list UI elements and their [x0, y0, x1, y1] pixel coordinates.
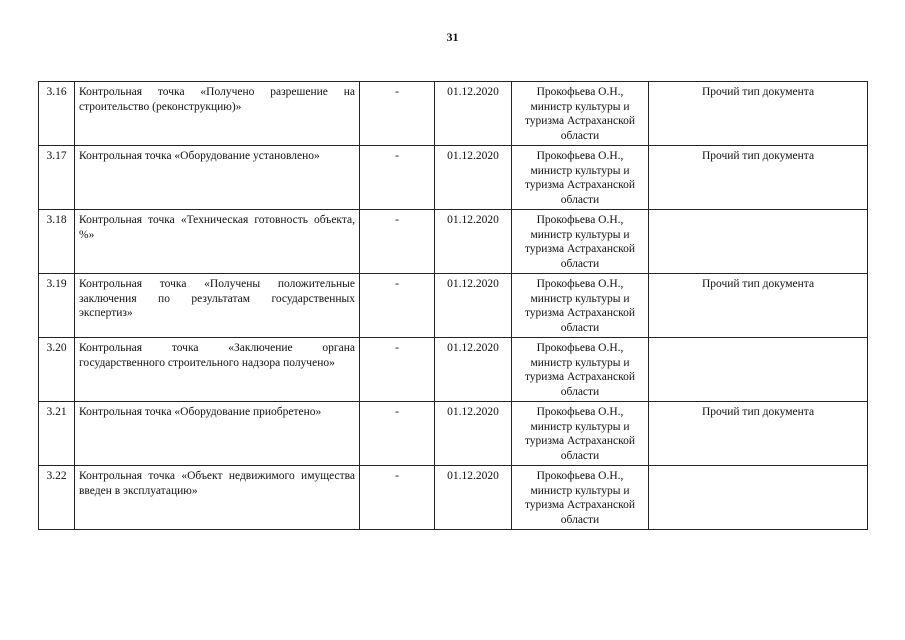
table-row	[39, 82, 868, 146]
row-number: 3.18	[39, 210, 75, 274]
document-type-cell: Прочий тип документа	[649, 146, 868, 210]
date-cell: 01.12.2020	[435, 466, 512, 530]
responsible-cell: Прокофьева О.Н., министр культуры и туризма Астраханской области	[512, 146, 649, 210]
table-row	[39, 402, 868, 466]
responsible-cell: Прокофьева О.Н., министр культуры и туризма Астраханской области	[512, 82, 649, 146]
control-point-description: Контрольная точка «Получено разрешение на строительство (реконструкцию)»	[75, 82, 360, 146]
control-point-description: Контрольная точка «Техническая готовность объекта, %»	[75, 210, 360, 274]
row-number: 3.21	[39, 402, 75, 466]
table-row	[39, 146, 868, 210]
row-number: 3.20	[39, 338, 75, 402]
document-type-cell: Прочий тип документа	[649, 82, 868, 146]
dash-cell: -	[360, 466, 435, 530]
document-type-cell	[649, 466, 868, 530]
control-points-table	[38, 81, 868, 530]
row-number: 3.17	[39, 146, 75, 210]
table-row	[39, 210, 868, 274]
responsible-cell: Прокофьева О.Н., министр культуры и туризма Астраханской области	[512, 338, 649, 402]
date-cell: 01.12.2020	[435, 146, 512, 210]
document-type-cell: Прочий тип документа	[649, 402, 868, 466]
control-point-description: Контрольная точка «Объект недвижимого имущества введен в эксплуатацию»	[75, 466, 360, 530]
responsible-cell: Прокофьева О.Н., министр культуры и туризма Астраханской области	[512, 402, 649, 466]
dash-cell: -	[360, 210, 435, 274]
table-row	[39, 338, 868, 402]
document-type-cell	[649, 210, 868, 274]
responsible-cell: Прокофьева О.Н., министр культуры и туризма Астраханской области	[512, 274, 649, 338]
table-row	[39, 466, 868, 530]
date-cell: 01.12.2020	[435, 402, 512, 466]
date-cell: 01.12.2020	[435, 210, 512, 274]
page-number: 31	[446, 30, 459, 44]
document-type-cell	[649, 338, 868, 402]
dash-cell: -	[360, 274, 435, 338]
control-point-description: Контрольная точка «Оборудование приобретено»	[75, 402, 360, 466]
date-cell: 01.12.2020	[435, 338, 512, 402]
table-row	[39, 274, 868, 338]
control-point-description: Контрольная точка «Получены положительные заключения по результатам государственных экспертиз»	[75, 274, 360, 338]
responsible-cell: Прокофьева О.Н., министр культуры и туризма Астраханской области	[512, 466, 649, 530]
row-number: 3.16	[39, 82, 75, 146]
control-point-description: Контрольная точка «Оборудование установлено»	[75, 146, 360, 210]
dash-cell: -	[360, 402, 435, 466]
dash-cell: -	[360, 338, 435, 402]
dash-cell: -	[360, 82, 435, 146]
date-cell: 01.12.2020	[435, 82, 512, 146]
row-number: 3.22	[39, 466, 75, 530]
document-type-cell: Прочий тип документа	[649, 274, 868, 338]
row-number: 3.19	[39, 274, 75, 338]
responsible-cell: Прокофьева О.Н., министр культуры и туризма Астраханской области	[512, 210, 649, 274]
dash-cell: -	[360, 146, 435, 210]
control-point-description: Контрольная точка «Заключение органа государственного строительного надзора получено»	[75, 338, 360, 402]
date-cell: 01.12.2020	[435, 274, 512, 338]
